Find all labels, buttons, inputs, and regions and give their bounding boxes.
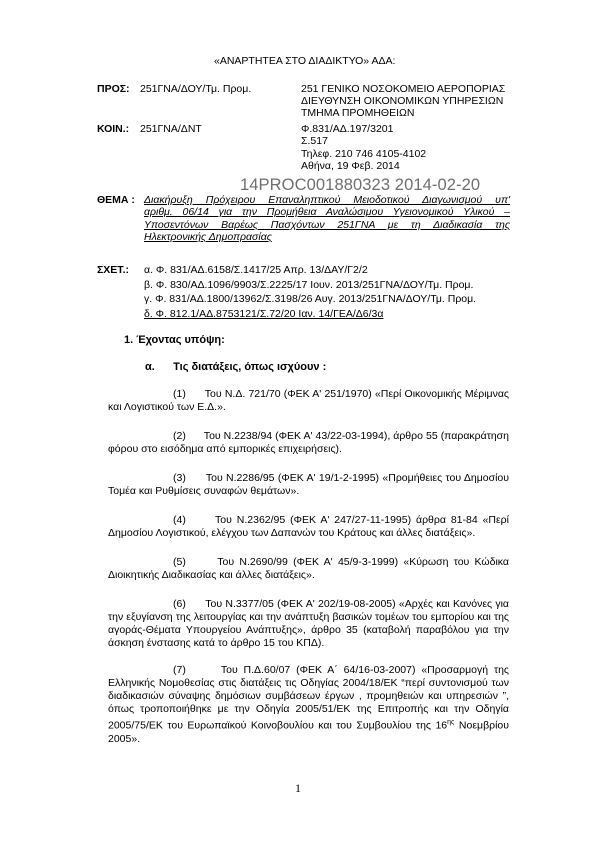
sender-line: ΤΜΗΜΑ ΠΡΟΜΗΘΕΙΩΝ	[301, 107, 415, 120]
thema-line: αριθμ. 06/14 για την Προμήθεια Αναλώσιμου Υγειονομικού Υλικού –	[144, 206, 510, 219]
law-paragraph-3: (3) Του Ν.2286/95 (ΦΕΚ Α' 19/1-2-1995) «Προμήθειες του Δημοσίου Τομέα και Ρυθμίσεις συναφών θεμάτων».	[108, 472, 512, 497]
section-heading: 1. Έχοντας υπόψη:	[124, 334, 225, 346]
ada-header: «ΑΝΑΡΤΗΤΕΑ ΣΤΟ ΔΙΑΔΙΚΤΥΟ» ΑΔΑ:	[214, 55, 396, 67]
thema-label: ΘΕΜΑ :	[97, 194, 135, 206]
sxet-item: γ. Φ. 831/ΑΔ.1800/13962/Σ.3198/26 Αυγ. 2013/251ΓΝΑ/ΔΟΥ/Τμ. Προμ.	[144, 293, 477, 305]
pros-label: ΠΡΟΣ:	[97, 83, 130, 95]
thema-text	[144, 194, 510, 244]
sxet-item: α. Φ. 831/ΑΔ.6158/Σ.1417/25 Απρ. 13/ΔΑΥ/Γ2/2	[144, 264, 368, 276]
koin-value: 251ΓΝΑ/ΔΝΤ	[140, 123, 202, 135]
law-paragraph-4: (4) Του Ν.2362/95 (ΦΕΚ Α' 247/27-11-1995) άρθρα 81-84 «Περί Δημοσίου Λογιστικού, ελέγχου των Δαπανών του Κράτους και άλλες διατάξεις».	[108, 514, 512, 539]
subsection-heading: α. Τις διατάξεις, όπως ισχύουν :	[145, 361, 327, 373]
reference-line: Σ.517	[301, 135, 328, 148]
reference-line: Τηλεφ. 210 746 4105-4102	[301, 147, 427, 160]
sender-block	[301, 83, 505, 120]
koin-label: ΚΟΙΝ.:	[97, 123, 130, 135]
sender-line: 251 ΓΕΝΙΚΟ ΝΟΣΟΚΟΜΕΙΟ ΑΕΡΟΠΟΡΙΑΣ	[301, 83, 506, 95]
sxet-label: ΣΧΕΤ.:	[97, 264, 129, 276]
law-paragraph-7: (7) Του Π.Δ.60/07 (ΦΕΚ Α΄ 64/16-03-2007) «Προσαρμογή της Ελληνικής Νομοθεσίας στις διατάξεις τις Οδηγίας 2004/18/ΕΚ “περί συντονισμού των διαδικασιών σύναψης δημόσιων συμβάσεων έργων , προμηθειών και υπηρεσιών ”, όπως τροποποιήθηκε με την Οδηγία 2005/51/ΕΚ της Επιτροπής και την Οδηγία 2005/75/ΕΚ του Ευρωπαϊκού Κοινοβουλίου και του Συμβουλίου της $16^{\eta\varsigma}$ Νοεμβρίου 2005».	[108, 664, 512, 745]
sxet-item: δ. Φ. 812.1/ΑΔ.8753121/Σ.72/20 Ιαν. 14/ΓΕΑ/Δ6/3α	[144, 307, 384, 320]
page-number: 1	[295, 781, 301, 795]
law-paragraph-2: (2) Του Ν.2238/94 (ΦΕΚ Α' 43/22-03-1994), άρθρο 55 (παρακράτηση φόρου στο εισόδημα από εμπορικές επιχειρήσεις).	[108, 430, 512, 455]
reference-line: Φ.831/ΑΔ.197/3201	[301, 123, 394, 135]
law-paragraph-5: (5) Του Ν.2690/99 (ΦΕΚ Α' 45/9-3-1999) «Κύρωση του Κώδικα Διοικητικής Διαδικασίας και άλλες διατάξεις».	[108, 556, 512, 581]
sxet-item: β. Φ. 830/ΑΔ.1096/9903/Σ.2225/17 Ιουν. 2013/251ΓΝΑ/ΔΟΥ/Τμ. Προμ.	[144, 278, 474, 291]
law-paragraph-6: (6) Του Ν.3377/05 (ΦΕΚ Α' 202/19-08-2005) «Αρχές και Κανόνες για την εξυγίανση της λειτουργίας και την ανάπτυξη βασικών τομέων του εμπορίου και της αγοράς-Θέματα Υπουργείου Ανάπτυξης», άρθρο 35 (καταβολή παραβόλου για την άσκηση ένστασης κατά το άρθρο 15 του ΚΠΔ).	[108, 598, 512, 649]
law-paragraph-1: (1) Του Ν.Δ. 721/70 (ΦΕΚ Α' 251/1970) «Περί Οικονομικής Μέριμνας και Λογιστικού των Ε.Δ.».	[108, 388, 512, 413]
reference-block	[301, 123, 426, 173]
thema-line: Ηλεκτρονικής Δημοπρασίας	[144, 231, 272, 244]
protocol-stamp: 14PROC001880323 2014-02-20	[240, 176, 481, 194]
pros-value: 251ΓΝΑ/ΔΟΥ/Τμ. Προμ.	[140, 83, 252, 95]
thema-line: Υποσεντόνων Βαρέως Πασχόντων 251ΓΝΑ με τη Διαδικασία της	[144, 218, 510, 231]
sxet-list	[144, 264, 476, 322]
thema-line: Διακήρυξη Πρόχειρου Επαναληπτικού Μειοδοτικού Διαγωνισμού υπ'	[144, 194, 510, 206]
reference-line: Αθήνα, 19 Φεβ. 2014	[301, 160, 400, 173]
sender-line: ΔΙΕΥΘΥΝΣΗ ΟΙΚΟΝΟΜΙΚΩΝ ΥΠΗΡΕΣΙΩΝ	[301, 95, 504, 108]
